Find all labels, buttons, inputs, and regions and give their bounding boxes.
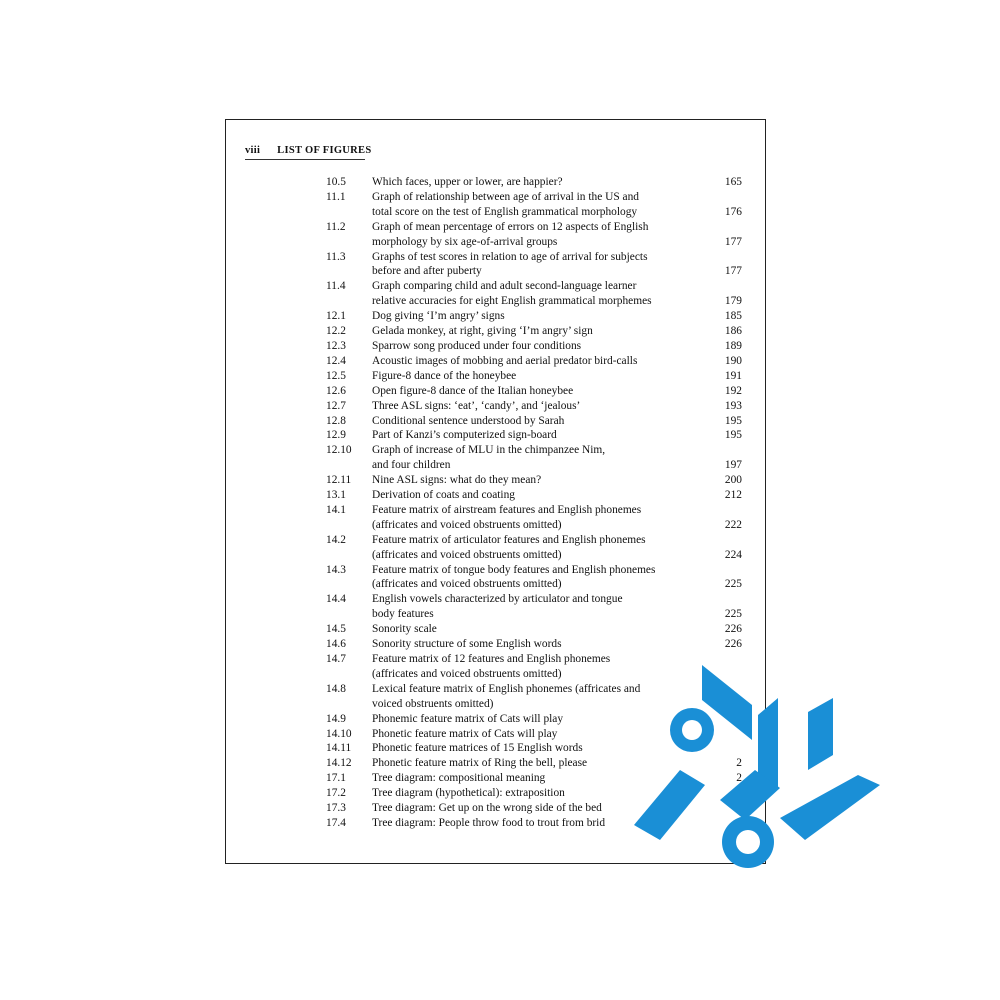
figure-title: Open figure-8 dance of the Italian honeybee: [372, 384, 574, 397]
figure-number: 12.1: [326, 310, 346, 323]
figure-number: 14.4: [326, 593, 346, 606]
figure-title: Conditional sentence understood by Sarah: [372, 414, 565, 427]
figure-title: Nine ASL signs: what do they mean?: [372, 474, 542, 487]
figure-title: Tree diagram (hypothetical): extraposition: [372, 787, 565, 800]
figure-title: Graph of increase of MLU in the chimpanzee Nim, and four children: [372, 444, 606, 472]
figure-number: 13.1: [326, 489, 346, 502]
figure-page: 225: [724, 608, 742, 621]
figure-number: 12.9: [326, 429, 346, 442]
figure-title: Graph of relationship between age of arrival in the US and total score on the test of English grammatical morphology: [372, 190, 639, 218]
figure-page: 226: [724, 623, 742, 636]
figure-page: 189: [724, 339, 742, 352]
figure-page: 224: [724, 548, 742, 561]
figure-number: 12.7: [326, 399, 346, 412]
figure-title: Phonetic feature matrix of Ring the bell, please: [372, 757, 588, 770]
figure-title: Tree diagram: Get up on the wrong side of the bed: [372, 802, 602, 815]
figure-page: 2: [736, 757, 742, 770]
figure-title: Sonority structure of some English words: [372, 638, 562, 651]
figure-entry: [326, 250, 746, 280]
header-title: LIST OF FIGURES: [277, 145, 372, 156]
figure-title: Phonetic feature matrix of Cats will play: [372, 727, 558, 740]
figure-page: 195: [724, 429, 742, 442]
figure-title: Dog giving ‘I’m angry’ signs: [372, 310, 505, 323]
figure-title: Graphs of test scores in relation to age of arrival for subjects before and after puberty: [372, 250, 648, 278]
figure-number: 14.10: [326, 727, 352, 740]
figure-number: 10.5: [326, 176, 346, 188]
figure-entry: [326, 354, 746, 369]
figure-number: 14.8: [326, 682, 346, 695]
figure-entry: [326, 324, 746, 339]
figure-number: 12.10: [326, 444, 352, 457]
figure-number: 12.11: [326, 474, 352, 487]
figure-entry: [326, 190, 746, 220]
figure-number: 14.2: [326, 533, 346, 546]
figure-title: Figure-8 dance of the honeybee: [372, 369, 517, 382]
figure-page: 200: [724, 474, 742, 487]
figure-number: 14.6: [326, 638, 346, 651]
figure-entry: [326, 443, 746, 473]
figure-page: 225: [724, 578, 742, 591]
figure-title: Sparrow song produced under four conditions: [372, 339, 582, 352]
figure-number: 14.12: [326, 757, 352, 770]
figure-title: Three ASL signs: ‘eat’, ‘candy’, and ‘jealous’: [372, 399, 581, 412]
figure-number: 14.5: [326, 623, 346, 636]
figure-title: Lexical feature matrix of English phonemes (affricates and voiced obstruents omitted): [372, 682, 641, 710]
figure-page: 191: [724, 369, 742, 382]
figure-page: 195: [724, 414, 742, 427]
figure-number: 17.3: [326, 802, 346, 815]
figure-page: 177: [724, 235, 742, 248]
figure-number: 14.11: [326, 742, 352, 755]
figure-page: 2: [736, 772, 742, 785]
figure-number: 12.4: [326, 354, 346, 367]
figure-page: 190: [724, 354, 742, 367]
figure-number: 14.7: [326, 653, 346, 665]
figure-entry: [326, 637, 746, 652]
header-rule: [245, 159, 365, 160]
figure-title: Feature matrix of articulator features and English phonemes (affricates and voiced obstruents omitted): [372, 533, 646, 561]
figure-number: 12.5: [326, 369, 346, 382]
page-number: viii: [245, 145, 261, 156]
figure-title: Gelada monkey, at right, giving ‘I’m angry’ sign: [372, 325, 593, 338]
figure-title: Graph comparing child and adult second-language learner relative accuracies for eight English grammatical morphemes: [372, 280, 652, 308]
figure-number: 11.4: [326, 280, 346, 293]
figure-entry: [326, 309, 746, 324]
figure-title: Phonetic feature matrices of 15 English words: [372, 742, 583, 755]
figure-entry: [326, 622, 746, 637]
figure-title: Tree diagram: People throw food to trout from brid: [372, 816, 606, 829]
figure-title: Sonority scale: [372, 623, 437, 636]
figure-number: 14.9: [326, 712, 346, 725]
figure-entry: [326, 533, 746, 563]
figure-entry: [326, 175, 746, 190]
figure-title: Derivation of coats and coating: [372, 489, 515, 502]
figure-title: Which faces, upper or lower, are happier?: [372, 176, 563, 188]
figure-page: 185: [724, 310, 742, 323]
figure-page: 212: [724, 489, 742, 502]
figure-entry: [326, 488, 746, 503]
figure-entry: [326, 399, 746, 414]
figure-page: 193: [724, 399, 742, 412]
figure-page: 226: [724, 638, 742, 651]
figure-entry: [326, 428, 746, 443]
figure-title: Feature matrix of tongue body features and English phonemes (affricates and voiced obstruents omitted): [372, 563, 656, 591]
figure-number: 14.1: [326, 503, 346, 516]
figure-title: English vowels characterized by articulator and tongue body features: [372, 593, 623, 621]
figure-page: 186: [724, 325, 742, 338]
figure-number: 12.6: [326, 384, 346, 397]
figure-title: Feature matrix of 12 features and English phonemes (affricates and voiced obstruents omitted): [372, 653, 611, 680]
figure-number: 12.8: [326, 414, 346, 427]
figure-number: 17.4: [326, 816, 346, 829]
figure-number: 11.1: [326, 190, 346, 203]
figure-number: 12.3: [326, 339, 346, 352]
figure-page: 176: [724, 205, 742, 218]
figure-number: 12.2: [326, 325, 346, 338]
figure-entry: [326, 384, 746, 399]
figure-number: 11.2: [326, 220, 346, 233]
watermark-logo-icon: [630, 660, 882, 870]
figure-entry: [326, 563, 746, 593]
figure-page: 177: [724, 265, 742, 278]
figure-page: 222: [724, 518, 742, 531]
running-header: [245, 145, 372, 156]
figure-number: 11.3: [326, 250, 346, 263]
figure-entry: [326, 369, 746, 384]
figure-entry: [326, 279, 746, 309]
figure-page: 179: [724, 295, 742, 308]
figure-entry: [326, 339, 746, 354]
figure-entry: [326, 414, 746, 429]
figure-title: Phonemic feature matrix of Cats will play: [372, 712, 564, 725]
figure-title: Part of Kanzi’s computerized sign-board: [372, 429, 557, 442]
figure-page: 197: [724, 459, 742, 472]
figure-title: Feature matrix of airstream features and English phonemes (affricates and voiced obstruents omitted): [372, 503, 642, 531]
figure-number: 17.1: [326, 772, 346, 785]
figure-entry: [326, 503, 746, 533]
figure-entry: [326, 592, 746, 622]
figure-number: 14.3: [326, 563, 346, 576]
figure-page: 192: [724, 384, 742, 397]
figure-entry: [326, 473, 746, 488]
figure-title: Graph of mean percentage of errors on 12 aspects of English morphology by six age-of-arrival groups: [372, 220, 649, 248]
figure-number: 17.2: [326, 787, 346, 800]
figure-page: 165: [724, 176, 742, 188]
figure-title: Tree diagram: compositional meaning: [372, 772, 546, 785]
figure-entry: [326, 220, 746, 250]
figure-title: Acoustic images of mobbing and aerial predator bird-calls: [372, 354, 638, 367]
